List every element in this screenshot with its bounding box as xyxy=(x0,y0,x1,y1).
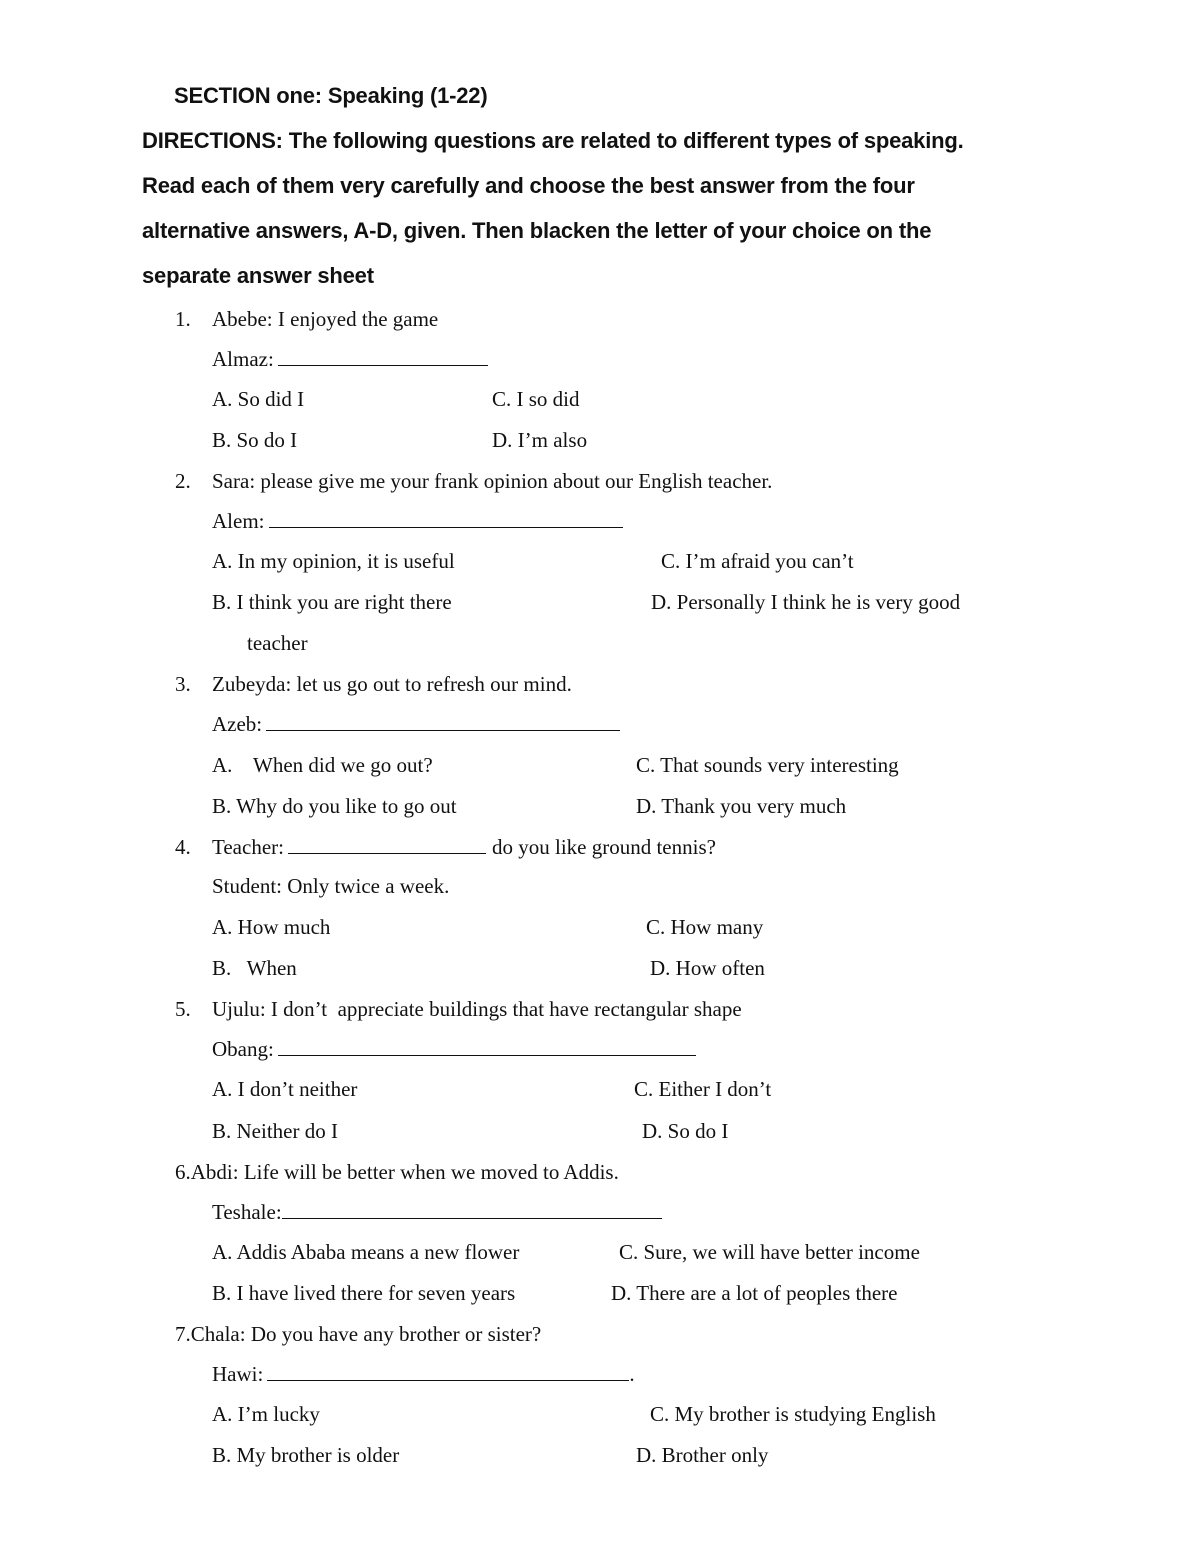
response-label: Alem: xyxy=(212,509,265,533)
section-title: SECTION one: Speaking (1-22) xyxy=(174,83,488,108)
question-7-option-c: C. My brother is studying English xyxy=(650,1402,936,1426)
question-4-option-a: A. How much xyxy=(212,915,331,939)
directions-line-4: separate answer sheet xyxy=(142,263,374,288)
answer-blank xyxy=(288,835,486,854)
response-label: Hawi: xyxy=(212,1362,264,1386)
question-4-option-b: B. When xyxy=(212,956,297,980)
answer-blank xyxy=(266,712,620,731)
question-4-option-c: C. How many xyxy=(646,915,764,939)
prompt-start: Teacher: xyxy=(212,835,284,859)
prompt-end: do you like ground tennis? xyxy=(491,835,716,859)
question-7-number: 7. xyxy=(175,1322,191,1346)
question-6-option-c: C. Sure, we will have better income xyxy=(619,1240,920,1264)
question-4-option-d: D. How often xyxy=(650,956,765,980)
answer-blank xyxy=(282,1200,662,1219)
question-4-prompt xyxy=(212,835,716,860)
question-3-option-b: B. Why do you like to go out xyxy=(212,794,457,818)
prompt-text: Chala: Do you have any brother or sister? xyxy=(190,1322,542,1346)
question-3-option-c: C. That sounds very interesting xyxy=(636,753,899,777)
question-2-option-c: C. I’m afraid you can’t xyxy=(661,549,854,573)
question-2-option-d: D. Personally I think he is very good xyxy=(651,590,961,614)
question-2-response xyxy=(212,509,623,534)
question-6-number: 6. xyxy=(175,1160,191,1184)
question-5-option-c: C. Either I don’t xyxy=(634,1077,772,1101)
response-label: Teshale: xyxy=(212,1200,282,1224)
question-2-prompt: Sara: please give me your frank opinion about our English teacher. xyxy=(212,469,773,493)
question-6-response xyxy=(212,1200,662,1225)
question-1-response xyxy=(212,347,488,372)
answer-blank xyxy=(267,1362,629,1381)
question-2-option-b: B. I think you are right there xyxy=(212,590,452,614)
question-5-prompt: Ujulu: I don’t appreciate buildings that have rectangular shape xyxy=(212,997,742,1021)
directions-line-3: alternative answers, A-D, given. Then blacken the letter of your choice on the xyxy=(142,218,932,243)
question-5-response xyxy=(212,1037,696,1062)
question-6-prompt xyxy=(175,1160,619,1185)
question-1-prompt: Abebe: I enjoyed the game xyxy=(212,307,439,331)
question-6-option-b: B. I have lived there for seven years xyxy=(212,1281,516,1305)
answer-blank xyxy=(278,347,488,366)
question-5-option-a: A. I don’t neither xyxy=(212,1077,358,1101)
question-7-option-d: D. Brother only xyxy=(636,1443,769,1467)
question-3-response xyxy=(212,712,620,737)
response-label: Azeb: xyxy=(212,712,263,736)
question-1-option-a: A. So did I xyxy=(212,387,305,411)
response-label: Almaz: xyxy=(212,347,274,371)
response-end: . xyxy=(629,1362,635,1386)
directions-line-2: Read each of them very carefully and choose the best answer from the four xyxy=(142,173,915,198)
question-5-number: 5. xyxy=(175,997,191,1021)
question-2-number: 2. xyxy=(175,469,191,493)
question-4-response: Student: Only twice a week. xyxy=(212,874,450,898)
answer-blank xyxy=(269,509,623,528)
response-label: Obang: xyxy=(212,1037,274,1061)
question-1-option-b: B. So do I xyxy=(212,428,298,452)
question-2-option-b-continuation: teacher xyxy=(247,631,308,655)
answer-blank xyxy=(278,1037,696,1056)
question-5-option-d: D. So do I xyxy=(642,1119,729,1143)
question-1-option-d: D. I’m also xyxy=(492,428,588,452)
question-6-option-a: A. Addis Ababa means a new flower xyxy=(212,1240,520,1264)
question-6-option-d: D. There are a lot of peoples there xyxy=(611,1281,898,1305)
question-1-number: 1. xyxy=(175,307,191,331)
directions-line-1: DIRECTIONS: The following questions are related to different types of speaking. xyxy=(142,128,964,153)
question-7-option-b: B. My brother is older xyxy=(212,1443,400,1467)
question-7-option-a: A. I’m lucky xyxy=(212,1402,320,1426)
question-7-response xyxy=(212,1362,635,1387)
question-1-option-c: C. I so did xyxy=(492,387,580,411)
question-3-number: 3. xyxy=(175,672,191,696)
question-7-prompt xyxy=(175,1322,541,1347)
question-5-option-b: B. Neither do I xyxy=(212,1119,338,1143)
question-3-prompt: Zubeyda: let us go out to refresh our mind. xyxy=(212,672,572,696)
question-2-option-a: A. In my opinion, it is useful xyxy=(212,549,455,573)
question-4-number: 4. xyxy=(175,835,191,859)
question-3-option-d: D. Thank you very much xyxy=(636,794,847,818)
prompt-text: Abdi: Life will be better when we moved to Addis. xyxy=(190,1160,619,1184)
question-3-option-a: A. When did we go out? xyxy=(212,753,433,777)
